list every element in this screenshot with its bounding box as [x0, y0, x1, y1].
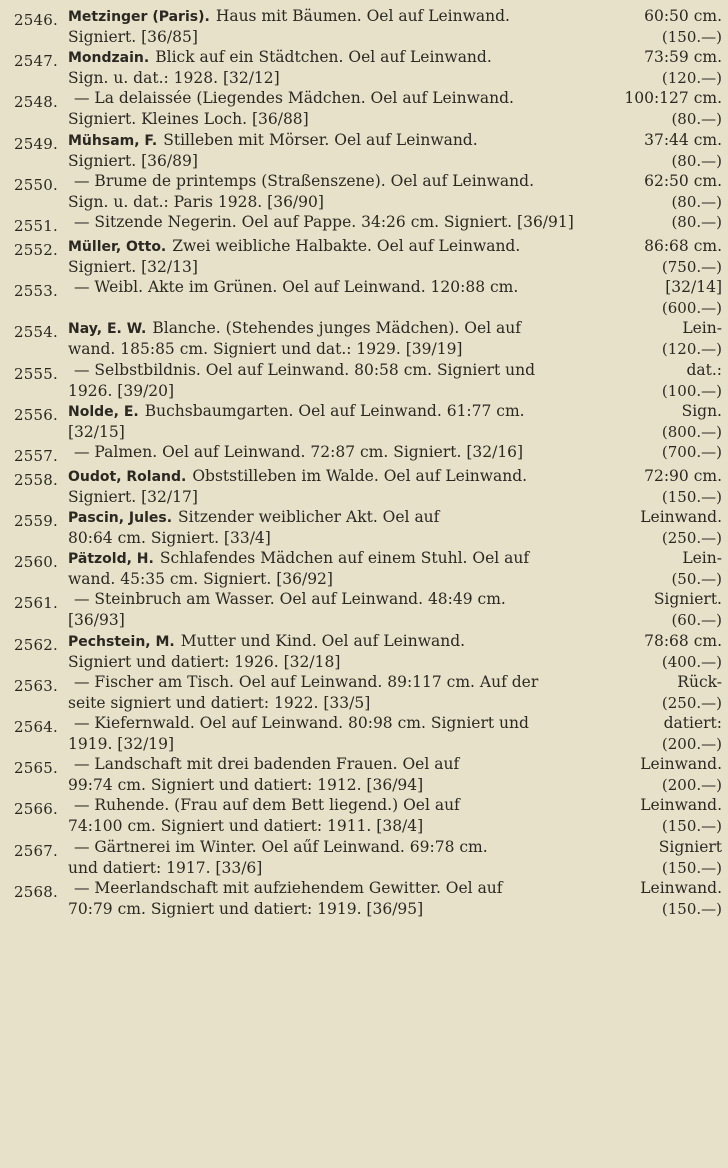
entry-text: Sitzender weiblicher Akt. Oel auf	[178, 508, 440, 527]
artist-name: Metzinger (Paris).	[68, 9, 210, 25]
lot-number: 2551.	[14, 216, 58, 235]
lot-number: 2557.	[14, 446, 58, 465]
entry-text: — La delaissée (Liegendes Mädchen. Oel auf Leinwand.	[74, 89, 514, 108]
entry-details: wand. 185:85 cm. Signiert und dat.: 1929. [39/19]	[68, 340, 463, 359]
entry-text: Buchsbaumgarten. Oel auf Leinwand. 61:77 cm.	[144, 401, 525, 420]
catalog-entry	[14, 401, 722, 442]
lot-number: 2568.	[14, 882, 58, 901]
entry-price: (100.—)	[661, 381, 722, 400]
lot-number: 2565.	[14, 759, 58, 778]
lot-number: 2556.	[14, 405, 58, 424]
catalog-entry	[14, 47, 722, 88]
catalog-entry	[14, 754, 722, 795]
catalog-entry	[14, 236, 722, 277]
entry-price: (150.—)	[661, 28, 722, 46]
catalog-entry	[14, 713, 722, 754]
entry-dimensions: Rück-	[677, 672, 722, 691]
catalog-entry	[14, 277, 722, 318]
lot-number: 2562.	[14, 635, 58, 654]
entry-price: (150.—)	[661, 487, 722, 506]
entry-text: Blanche. (Stehendes junges Mädchen). Oel auf	[152, 319, 522, 338]
entry-details: seite signiert und datiert: 1922. [33/5]	[68, 693, 371, 712]
entry-price: (750.—)	[661, 257, 722, 276]
entry-text: Blick auf ein Städtchen. Oel auf Leinwand.	[155, 48, 492, 67]
lot-number: 2553.	[14, 282, 58, 301]
lot-number: 2561.	[14, 594, 58, 613]
entry-text: — Weibl. Akte im Grünen. Oel auf Leinwand. 120:88 cm.	[74, 278, 519, 297]
lot-number: 2559.	[14, 512, 58, 531]
catalog-entry	[14, 130, 722, 171]
entry-text: — Ruhende. (Frau auf dem Bett liegend.) Oel auf	[74, 796, 460, 815]
lot-number: 2550.	[14, 175, 58, 194]
entry-price: (120.—)	[661, 340, 722, 359]
entry-text: — Steinbruch am Wasser. Oel auf Leinwand. 48:49 cm.	[74, 590, 506, 609]
entry-text: — Selbstbildnis. Oel auf Leinwand. 80:58 cm. Signiert und	[74, 360, 536, 379]
entry-text: Stilleben mit Mörser. Oel auf Leinwand.	[163, 130, 478, 149]
entry-text: Zwei weibliche Halbakte. Oel auf Leinwand.	[172, 236, 521, 255]
catalog-entry	[14, 466, 722, 507]
catalog-entry	[14, 878, 722, 919]
entry-dimensions: 60:50 cm.	[644, 7, 722, 25]
artist-name: Pascin, Jules.	[68, 510, 173, 527]
artist-name: Mondzain.	[68, 50, 150, 67]
entry-details: [36/93]	[68, 611, 125, 630]
lot-number: 2563.	[14, 676, 58, 695]
entry-dimensions: 73:59 cm.	[644, 48, 722, 67]
entry-price: (60.—)	[671, 611, 722, 630]
entry-text: — Sitzende Negerin. Oel auf Pappe. 34:26 cm. Signiert. [36/91]	[74, 212, 574, 231]
lot-number: 2558.	[14, 470, 58, 489]
entry-dimensions: Sign.	[681, 401, 722, 420]
entry-details: Sign. u. dat.: Paris 1928. [36/90]	[68, 192, 324, 211]
entry-text: — Gärtnerei im Winter. Oel aűf Leinwand. 69:78 cm.	[74, 837, 488, 856]
catalog-entry	[14, 442, 722, 466]
catalog-entry	[14, 507, 722, 548]
lot-number: 2564.	[14, 718, 58, 736]
entry-text: — Fischer am Tisch. Oel auf Leinwand. 89:117 cm. Auf der	[74, 672, 539, 691]
entry-details: 1919. [32/19]	[68, 735, 175, 753]
artist-name: Müller, Otto.	[68, 238, 167, 255]
entry-dimensions: Signiert.	[653, 590, 722, 609]
entry-text: Mutter und Kind. Oel auf Leinwand.	[180, 631, 466, 650]
entry-details: 1926. [39/20]	[68, 381, 175, 400]
entry-details: 74:100 cm. Signiert und datiert: 1911. [38/4]	[68, 817, 424, 836]
entry-price: (400.—)	[661, 652, 722, 671]
entry-price: (700.—)	[661, 442, 722, 461]
entry-price: (80.—)	[671, 192, 722, 211]
entry-price: (150.—)	[661, 817, 722, 836]
artist-name: Pätzold, H.	[68, 551, 154, 568]
artist-name: Oudot, Roland.	[68, 468, 187, 485]
entry-text: — Palmen. Oel auf Leinwand. 72:87 cm. Signiert. [32/16]	[74, 442, 524, 461]
entry-dimensions: 78:68 cm.	[644, 631, 722, 650]
entry-details: 70:79 cm. Signiert und datiert: 1919. [36/95]	[68, 899, 424, 918]
lot-number: 2560.	[14, 553, 58, 572]
entry-price: (600.—)	[661, 299, 722, 318]
catalog-entry	[14, 589, 722, 630]
entry-price: (200.—)	[661, 735, 722, 753]
entry-dimensions: 37:44 cm.	[644, 130, 722, 149]
entry-details: Signiert. Kleines Loch. [36/88]	[68, 110, 309, 129]
entry-details: und datiert: 1917. [33/6]	[68, 858, 263, 877]
lot-number: 2549.	[14, 134, 58, 153]
entry-price: (250.—)	[661, 529, 722, 548]
catalog-entry	[14, 672, 722, 713]
catalog-entry	[14, 318, 722, 359]
entry-text: — Brume de printemps (Straßenszene). Oel auf Leinwand.	[74, 171, 535, 190]
entry-details: 99:74 cm. Signiert und datiert: 1912. [36/94]	[68, 776, 424, 795]
entry-details: Signiert. [36/85]	[68, 28, 198, 46]
catalog-entry	[14, 6, 722, 47]
artist-name: Pechstein, M.	[68, 633, 175, 650]
entry-text: Obststilleben im Walde. Oel auf Leinwand.	[192, 466, 528, 485]
catalog-entry	[14, 360, 722, 401]
artist-name: Nolde, E.	[68, 403, 139, 420]
catalog-entry	[14, 212, 722, 236]
entry-dimensions: 72:90 cm.	[644, 466, 722, 485]
entry-text: Schlafendes Mädchen auf einem Stuhl. Oel auf	[159, 549, 530, 568]
entry-dimensions: Leinwand.	[640, 878, 722, 897]
entry-price: (80.—)	[671, 110, 722, 129]
catalog-entry	[14, 171, 722, 212]
entry-dimensions: 62:50 cm.	[644, 171, 722, 190]
lot-number: 2566.	[14, 800, 58, 819]
entry-details: Sign. u. dat.: 1928. [32/12]	[68, 69, 280, 88]
catalog-entry	[14, 837, 722, 878]
entry-text: — Landschaft mit drei badenden Frauen. Oel auf	[74, 755, 460, 774]
entry-price: (800.—)	[661, 422, 722, 441]
entry-dimensions: 86:68 cm.	[644, 236, 722, 255]
lot-number: 2555.	[14, 364, 58, 383]
entry-dimensions: Leinwand.	[640, 755, 722, 774]
artist-name: Nay, E. W.	[68, 321, 147, 338]
entry-price: (50.—)	[671, 570, 722, 589]
entry-details: Signiert. [36/89]	[68, 151, 198, 170]
lot-number: 2567.	[14, 841, 58, 860]
entry-dimensions: datiert:	[663, 714, 722, 732]
catalog-entry	[14, 795, 722, 836]
entry-price: (200.—)	[661, 776, 722, 795]
catalog-entry	[14, 631, 722, 672]
entry-dimensions: Leinwand.	[640, 796, 722, 815]
entry-details: Signiert. [32/17]	[68, 487, 198, 506]
catalog-entry	[14, 548, 722, 589]
lot-number: 2546.	[14, 11, 58, 29]
entry-price: (250.—)	[661, 693, 722, 712]
entry-price: (80.—)	[671, 151, 722, 170]
entry-text: Haus mit Bäumen. Oel auf Leinwand.	[215, 7, 510, 25]
entry-details: wand. 45:35 cm. Signiert. [36/92]	[68, 570, 333, 589]
lot-number: 2547.	[14, 52, 58, 71]
entry-text: — Meerlandschaft mit aufziehendem Gewitter. Oel auf	[74, 878, 503, 897]
entry-dimensions: dat.:	[686, 360, 722, 379]
entry-dimensions: Leinwand.	[640, 508, 722, 527]
lot-number: 2548.	[14, 93, 58, 112]
artist-name: Mühsam, F.	[68, 132, 158, 149]
entry-dimensions: 100:127 cm.	[624, 89, 722, 108]
lot-number: 2554.	[14, 323, 58, 342]
entry-details: Signiert. [32/13]	[68, 257, 198, 276]
entry-details: 80:64 cm. Signiert. [33/4]	[68, 529, 271, 548]
catalog-entry	[14, 88, 722, 129]
entry-dimensions: Signiert	[658, 837, 722, 856]
entry-details: [32/15]	[68, 422, 125, 441]
entry-text: — Kiefernwald. Oel auf Leinwand. 80:98 cm. Signiert und	[74, 714, 529, 732]
entry-price: (120.—)	[661, 69, 722, 88]
entry-price: (150.—)	[661, 899, 722, 918]
lot-number: 2552.	[14, 240, 58, 259]
entry-price: (80.—)	[671, 212, 722, 231]
entry-price: (150.—)	[661, 858, 722, 877]
entry-details: Signiert und datiert: 1926. [32/18]	[68, 652, 341, 671]
entry-dimensions: [32/14]	[665, 278, 722, 297]
entry-dimensions: Lein-	[682, 549, 722, 568]
entry-dimensions: Lein-	[682, 319, 722, 338]
